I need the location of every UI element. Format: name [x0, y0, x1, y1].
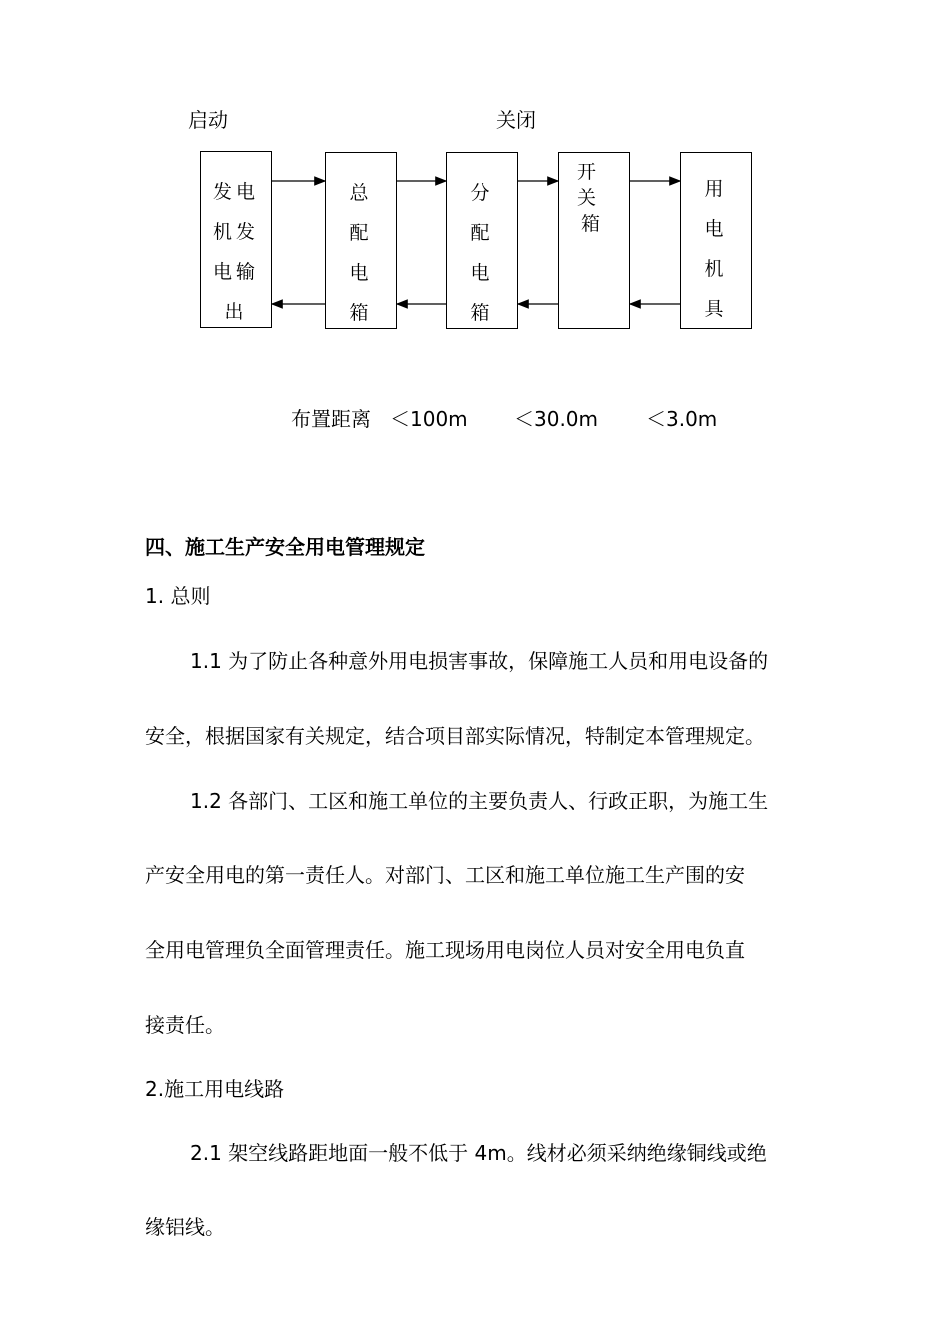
box-generator-output — [200, 151, 272, 328]
paragraph-2-1-line-1: 2.1 架空线路距地面一般不低于 4m。线材必须采纳绝缘铜线或绝 — [190, 1141, 767, 1165]
box-line: 电输 — [212, 261, 259, 283]
box-line: 箱 — [470, 302, 494, 324]
box-line: 机发 — [212, 221, 259, 243]
paragraph-2-1-line-2: 缘铝线。 — [145, 1215, 225, 1239]
box-line: 箱 — [349, 302, 373, 324]
paragraph-1-2-line-4: 接责任。 — [145, 1013, 225, 1037]
section-title: 四、施工生产安全用电管理规定 — [145, 535, 425, 559]
box-line: 电 — [704, 218, 728, 240]
paragraph-1-1-line-2: 安全，根据国家有关规定，结合项目部实际情况，特制定本管理规定。 — [145, 724, 765, 748]
subsection-2-title: 2.施工用电线路 — [145, 1077, 285, 1101]
box-line: 电 — [470, 262, 494, 284]
box-sub-distribution — [446, 152, 518, 329]
paragraph-1-2-line-3: 全用电管理负全面管理责任。施工现场用电岗位人员对安全用电负直 — [145, 938, 745, 962]
paragraph-1-1-line-1: 1.1 为了防止各种意外用电损害事故，保障施工人员和用电设备的 — [190, 649, 769, 673]
box-line: 机 — [704, 258, 728, 280]
box-line: 开 — [577, 161, 601, 183]
distance-value-2: ＜30.0m — [514, 407, 599, 431]
box-line: 总 — [349, 182, 373, 204]
paragraph-1-2-line-1: 1.2 各部门、工区和施工单位的主要负责人、行政正职，为施工生 — [190, 789, 769, 813]
box-line: 具 — [704, 298, 728, 320]
box-line: 电 — [349, 262, 373, 284]
paragraph-1-2-line-2: 产安全用电的第一责任人。对部门、工区和施工单位施工生产围的安 — [145, 863, 745, 887]
box-main-distribution — [325, 152, 397, 329]
distance-label: 布置距离 — [291, 407, 371, 431]
box-equipment — [680, 152, 752, 329]
distance-value-3: ＜3.0m — [646, 407, 718, 431]
box-line: 发电 — [212, 181, 259, 203]
close-label: 关闭 — [496, 108, 536, 132]
start-label: 启动 — [188, 108, 228, 132]
box-line: 箱 — [581, 213, 605, 235]
box-switch — [558, 152, 630, 329]
box-line: 配 — [349, 222, 373, 244]
box-line: 关 — [577, 187, 601, 209]
box-line: 用 — [704, 178, 728, 200]
box-line: 出 — [224, 301, 248, 323]
box-line: 分 — [470, 182, 494, 204]
distance-value-1: ＜100m — [390, 407, 468, 431]
subsection-1-title: 1. 总则 — [145, 584, 211, 608]
box-line: 配 — [470, 222, 494, 244]
